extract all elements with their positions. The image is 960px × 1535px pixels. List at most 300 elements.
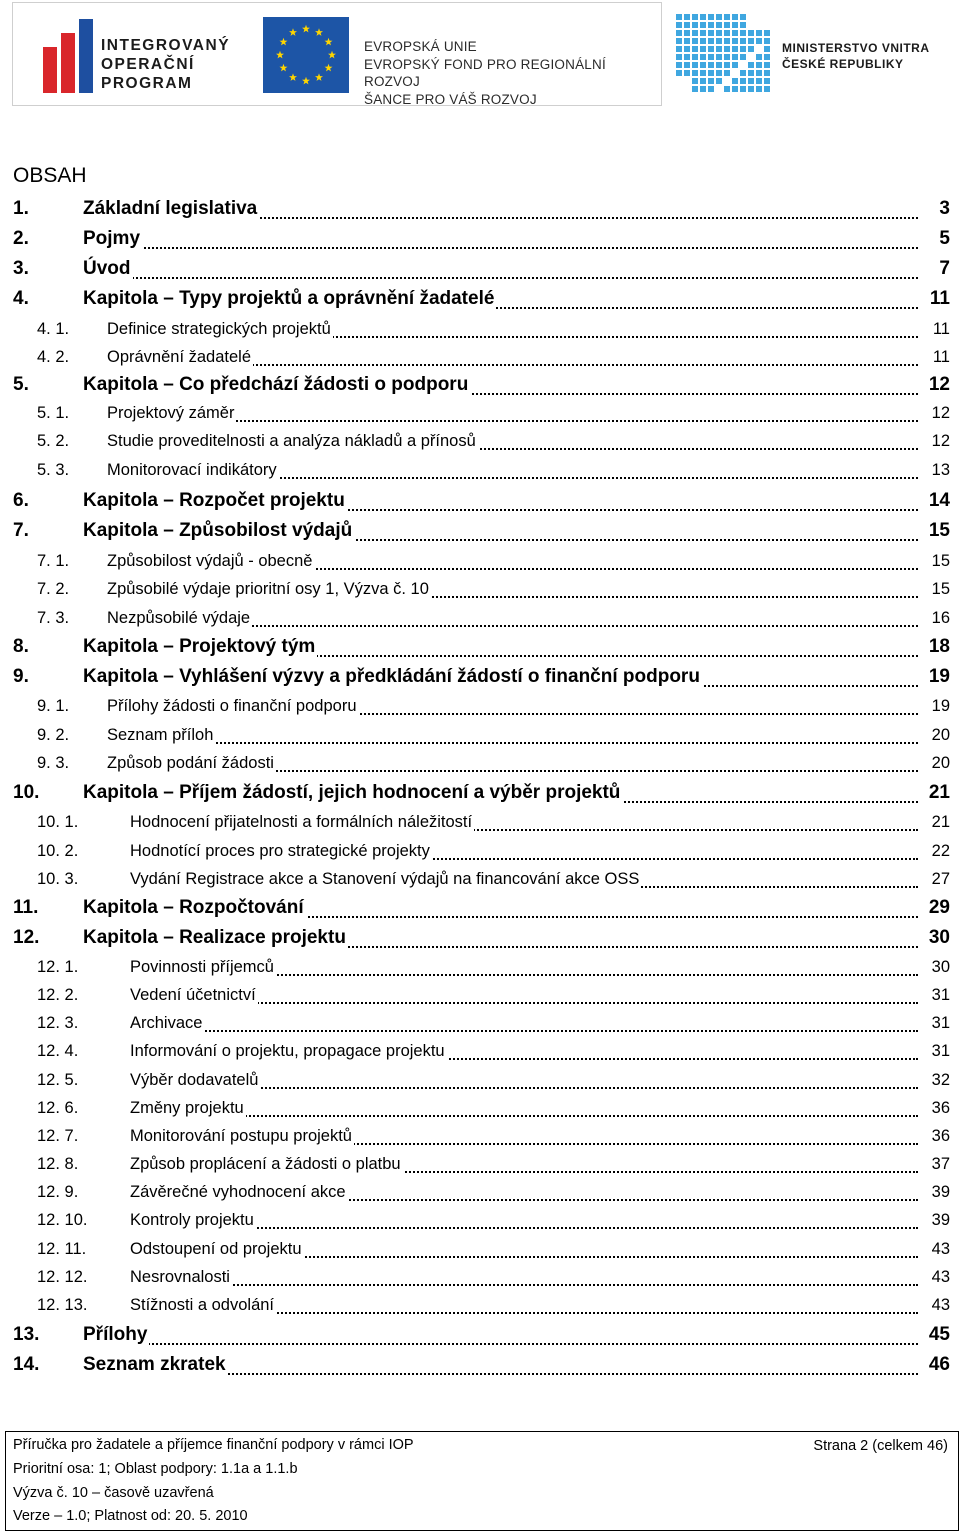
toc-entry-label: Kontroly projektu: [130, 1211, 254, 1229]
toc-entry-title: [130, 865, 918, 893]
toc-entry[interactable]: [0, 1178, 960, 1206]
ministry-dot: [732, 46, 738, 52]
toc-entry-title: [130, 1235, 918, 1263]
toc-entry-title: [83, 632, 918, 662]
toc-entry-title: [107, 721, 918, 749]
toc-entry-label: Monitorování postupu projektů: [130, 1127, 352, 1145]
toc-entry-page: 30: [930, 953, 950, 981]
ministry-dot: [716, 30, 722, 36]
toc-entry-page: 27: [930, 865, 950, 893]
toc-entry[interactable]: [0, 953, 960, 981]
toc-entry-number: 10. 2.: [37, 842, 79, 860]
toc-entry-label: Nesrovnalosti: [130, 1268, 230, 1286]
ministry-dot: [764, 38, 770, 44]
toc-entry-number: 12. 12.: [37, 1268, 88, 1286]
ministry-dot: [684, 14, 690, 20]
toc-entry-page: 31: [930, 1009, 950, 1037]
ministry-dot: [676, 30, 682, 36]
footer-call: Výzva č. 10 – časově uzavřená: [13, 1485, 214, 1501]
toc-entry-page: 5: [937, 224, 950, 254]
toc-entry-number: 8.: [13, 636, 29, 657]
ministry-dot: [748, 70, 754, 76]
footer-page-count: Strana 2 (celkem 46): [813, 1438, 948, 1454]
toc-entry-page: 31: [930, 1037, 950, 1065]
toc-entry-page: 43: [930, 1291, 950, 1319]
toc-entry[interactable]: [0, 1037, 960, 1065]
toc-entry-label: Změny projektu: [130, 1099, 244, 1117]
ministry-dot: [716, 46, 722, 52]
ministry-dot: [708, 14, 714, 20]
toc-entry-label: Seznam zkratek: [83, 1354, 226, 1375]
toc-entry-label: Kapitola – Rozpočet projektu: [83, 490, 345, 511]
toc-entry-page: 11: [928, 284, 950, 314]
ministry-dot: [740, 14, 746, 20]
toc-entry-title: [107, 604, 918, 632]
ministry-dot: [764, 30, 770, 36]
ministry-dot: [732, 38, 738, 44]
toc-title: OBSAH: [13, 164, 87, 187]
toc-entry-number: 7. 2.: [37, 580, 70, 598]
ministry-dot: [676, 22, 682, 28]
ministry-dot: [740, 78, 746, 84]
ministry-dot: [700, 14, 706, 20]
ministry-dot: [684, 38, 690, 44]
ministry-dot: [708, 62, 714, 68]
toc-entry[interactable]: [0, 254, 960, 284]
toc-entry-title: [130, 1206, 918, 1234]
ministry-dot: [676, 14, 682, 20]
toc-entry-label: Základní legislativa: [83, 198, 258, 219]
toc-entry-label: Vydání Registrace akce a Stanovení výdajů na financování akce OSS: [130, 870, 640, 888]
toc-entry-page: 12: [927, 370, 950, 400]
toc-entry-page: 45: [927, 1320, 950, 1350]
toc-entry-page: 31: [930, 981, 950, 1009]
ministry-line-1: MINISTERSTVO VNITRA: [782, 41, 930, 55]
toc-entry[interactable]: [0, 1320, 960, 1350]
ministry-dot: [716, 14, 722, 20]
toc-entry-number: 9. 2.: [37, 726, 70, 744]
ministry-dot: [692, 78, 698, 84]
toc-entry-page: 7: [937, 254, 950, 284]
ministry-dot: [716, 38, 722, 44]
toc-entry[interactable]: [0, 923, 960, 953]
ministry-dot: [740, 30, 746, 36]
toc-entry-page: 32: [930, 1066, 950, 1094]
toc-entry-number: 12. 4.: [37, 1042, 79, 1060]
toc-entry-number: 3.: [13, 258, 29, 279]
ministry-dot: [716, 22, 722, 28]
toc-entry-page: 37: [930, 1150, 950, 1178]
toc-entry[interactable]: [0, 808, 960, 836]
toc-entry[interactable]: [0, 893, 960, 923]
ministry-dot: [692, 38, 698, 44]
toc-entry-number: 1.: [13, 198, 29, 219]
toc-entry-title: [83, 893, 918, 923]
ministry-dot: [676, 62, 682, 68]
toc-entry-title: [130, 837, 918, 865]
toc-entry-number: 4. 1.: [37, 320, 70, 338]
toc-entry-number: 9. 1.: [37, 697, 70, 715]
iop-line-3: PROGRAM: [101, 75, 193, 92]
ministry-dot: [708, 70, 714, 76]
ministry-dot: [748, 30, 754, 36]
toc-entry[interactable]: [0, 604, 960, 632]
eu-line-2: EVROPSKÝ FOND PRO REGIONÁLNÍ ROZVOJ: [364, 56, 606, 89]
toc-entry-label: Kapitola – Způsobilost výdajů: [83, 520, 353, 541]
ministry-dot: [732, 86, 738, 92]
toc-entry-page: 14: [927, 486, 950, 516]
toc-entry-page: 11: [931, 343, 950, 371]
toc-entry[interactable]: [0, 662, 960, 692]
ministry-line-2: ČESKÉ REPUBLIKY: [782, 57, 904, 71]
toc-entry-page: 30: [927, 923, 950, 953]
toc-entry-title: [83, 284, 918, 314]
ministry-dot: [756, 38, 762, 44]
ministry-dot: [692, 62, 698, 68]
toc-entry-title: [107, 749, 918, 777]
toc-entry[interactable]: [0, 547, 960, 575]
ministry-dot: [724, 22, 730, 28]
toc-entry-number: 12. 7.: [37, 1127, 79, 1145]
toc-entry-number: 10.: [13, 782, 40, 803]
ministry-dot: [684, 62, 690, 68]
toc-entry-title: [83, 1350, 918, 1380]
toc-entry-label: Kapitola – Co předchází žádosti o podporu: [83, 374, 469, 395]
toc-entry-page: 21: [930, 808, 950, 836]
toc-entry-title: [83, 778, 918, 808]
toc-entry-number: 5.: [13, 374, 29, 395]
eu-line-1: EVROPSKÁ UNIE: [364, 39, 477, 54]
toc-entry[interactable]: [0, 981, 960, 1009]
ministry-dot: [692, 46, 698, 52]
toc-entry[interactable]: [0, 1235, 960, 1263]
toc-entry-title: [130, 1150, 918, 1178]
ministry-dot: [700, 62, 706, 68]
ministry-dot: [708, 38, 714, 44]
toc-entry-title: [107, 315, 918, 343]
page-footer: [5, 1431, 959, 1531]
ministry-dot: [740, 70, 746, 76]
toc-entry-number: 11.: [13, 897, 39, 918]
ministry-dot: [748, 62, 754, 68]
ministry-dot: [700, 78, 706, 84]
toc-entry-title: [107, 692, 918, 720]
toc-entry[interactable]: [0, 1150, 960, 1178]
toc-entry-label: Kapitola – Příjem žádostí, jejich hodnocení a výběr projektů: [83, 782, 621, 803]
toc-entry-label: Hodnocení přijatelnosti a formálních náležitostí: [130, 813, 473, 831]
ministry-dot: [708, 30, 714, 36]
toc-entry-label: Odstoupení od projektu: [130, 1240, 302, 1258]
eu-line-3: ŠANCE PRO VÁŠ ROZVOJ: [364, 91, 537, 107]
toc-entry-number: 9. 3.: [37, 754, 70, 772]
logo-bar: [12, 2, 662, 106]
toc-entry-title: [130, 1263, 918, 1291]
toc-entry[interactable]: [0, 778, 960, 808]
ministry-dot: [700, 70, 706, 76]
toc-entry-label: Monitorovací indikátory: [107, 461, 277, 479]
toc-entry-number: 12. 10.: [37, 1211, 88, 1229]
iop-logo-text: [101, 36, 230, 93]
footer-title: Příručka pro žadatele a příjemce finanční podpory v rámci IOP: [13, 1437, 414, 1453]
toc-entry[interactable]: [0, 1094, 960, 1122]
ministry-dot: [756, 62, 762, 68]
toc-entry-page: 36: [930, 1122, 950, 1150]
toc-entry-title: [83, 224, 918, 254]
ministry-dot: [740, 46, 746, 52]
toc-entry[interactable]: [0, 1206, 960, 1234]
ministry-logo-icon: [676, 14, 772, 94]
toc-entry[interactable]: [0, 399, 960, 427]
iop-line-2: OPERAČNÍ: [101, 56, 195, 73]
toc-entry-label: Vedení účetnictví: [130, 986, 256, 1004]
toc-entry-number: 7. 1.: [37, 552, 70, 570]
ministry-dot: [700, 30, 706, 36]
toc-entry[interactable]: [0, 632, 960, 662]
toc-entry-page: 21: [927, 778, 950, 808]
toc-entry-label: Způsob podání žádosti: [107, 754, 274, 772]
ministry-dot: [708, 78, 714, 84]
ministry-dot: [764, 62, 770, 68]
toc-entry-page: 3: [937, 194, 950, 224]
ministry-dot: [724, 62, 730, 68]
toc-entry[interactable]: [0, 749, 960, 777]
toc-entry-label: Povinnosti příjemců: [130, 958, 274, 976]
toc-entry-label: Oprávnění žadatelé: [107, 348, 252, 366]
ministry-dot: [684, 70, 690, 76]
toc-entry-number: 12. 6.: [37, 1099, 79, 1117]
ministry-dot: [684, 22, 690, 28]
toc-entry-number: 12. 5.: [37, 1071, 79, 1089]
toc-entry-page: 18: [927, 632, 950, 662]
toc-entry-title: [107, 399, 918, 427]
toc-entry-page: 43: [930, 1235, 950, 1263]
toc-entry-title: [130, 1066, 918, 1094]
toc-entry-title: [107, 575, 918, 603]
ministry-dot: [764, 54, 770, 60]
toc-entry-label: Studie proveditelnosti a analýza nákladů a přínosů: [107, 432, 476, 450]
toc-entry[interactable]: [0, 456, 960, 484]
ministry-dot: [700, 38, 706, 44]
toc-entry-page: 29: [927, 893, 950, 923]
toc-entry[interactable]: [0, 1263, 960, 1291]
toc-entry-title: [130, 808, 918, 836]
iop-logo-icon: [43, 19, 93, 93]
ministry-dot: [692, 30, 698, 36]
ministry-dot: [724, 86, 730, 92]
ministry-dot: [676, 70, 682, 76]
toc-entry[interactable]: [0, 1066, 960, 1094]
toc-entry-number: 6.: [13, 490, 29, 511]
toc-entry-number: 9.: [13, 666, 29, 687]
ministry-dot: [692, 14, 698, 20]
toc-entry-title: [130, 981, 918, 1009]
toc-entry-title: [83, 194, 918, 224]
ministry-dot: [748, 78, 754, 84]
ministry-dot: [764, 46, 770, 52]
toc-entry-page: 43: [930, 1263, 950, 1291]
ministry-dot: [700, 22, 706, 28]
toc-entry-number: 5. 1.: [37, 404, 70, 422]
toc-entry-title: [83, 486, 918, 516]
ministry-logo-text: [782, 40, 930, 72]
toc-entry[interactable]: [0, 224, 960, 254]
ministry-dot: [700, 86, 706, 92]
toc-entry-page: 20: [930, 721, 950, 749]
ministry-dot: [684, 46, 690, 52]
ministry-dot: [732, 14, 738, 20]
toc-entry[interactable]: [0, 516, 960, 546]
ministry-dot: [724, 38, 730, 44]
ministry-dot: [732, 62, 738, 68]
toc-entry[interactable]: [0, 315, 960, 343]
toc-entry-label: Seznam příloh: [107, 726, 214, 744]
ministry-dot: [756, 86, 762, 92]
ministry-dot: [732, 78, 738, 84]
toc-entry-title: [83, 370, 918, 400]
toc-entry-page: 36: [930, 1094, 950, 1122]
toc-entry-number: 12. 11.: [37, 1240, 87, 1258]
toc-entry-number: 10. 1.: [37, 813, 79, 831]
toc-entry-title: [83, 662, 918, 692]
toc-entry-label: Přílohy: [83, 1324, 148, 1345]
toc-entry-label: Archivace: [130, 1014, 203, 1032]
toc-entry[interactable]: [0, 194, 960, 224]
toc-entry[interactable]: [0, 427, 960, 455]
toc-entry[interactable]: [0, 575, 960, 603]
ministry-dot: [724, 30, 730, 36]
toc-entry-page: 11: [931, 315, 950, 343]
toc-entry-number: 4.: [13, 288, 29, 309]
ministry-dot: [732, 30, 738, 36]
ministry-dot: [740, 86, 746, 92]
toc-entry-page: 15: [930, 575, 950, 603]
toc-entry-page: 19: [930, 692, 950, 720]
toc-entry-label: Informování o projektu, propagace projektu: [130, 1042, 445, 1060]
ministry-dot: [748, 46, 754, 52]
ministry-dot: [708, 54, 714, 60]
toc-entry[interactable]: [0, 692, 960, 720]
toc-entry-title: [130, 1122, 918, 1150]
toc-entry[interactable]: [0, 370, 960, 400]
ministry-dot: [756, 78, 762, 84]
ministry-dot: [708, 86, 714, 92]
ministry-dot: [708, 46, 714, 52]
toc-entry-title: [83, 516, 918, 546]
ministry-dot: [692, 70, 698, 76]
toc-entry[interactable]: [0, 721, 960, 749]
toc-entry-number: 12. 3.: [37, 1014, 79, 1032]
eu-flag-icon: [263, 17, 349, 93]
toc-entry-number: 7.: [13, 520, 29, 541]
toc-entry-page: 15: [927, 516, 950, 546]
toc-entry[interactable]: [0, 284, 960, 314]
toc-entry-number: 12. 2.: [37, 986, 79, 1004]
toc-entry-number: 12. 1.: [37, 958, 79, 976]
toc-entry-title: [107, 343, 918, 371]
toc-entry-label: Závěrečné vyhodnocení akce: [130, 1183, 346, 1201]
toc-entry[interactable]: [0, 837, 960, 865]
toc-entry-label: Definice strategických projektů: [107, 320, 331, 338]
toc-entry-label: Kapitola – Vyhlášení výzvy a předkládání žádostí o finanční podporu: [83, 666, 700, 687]
toc-entry[interactable]: [0, 1291, 960, 1319]
toc-entry-page: 15: [930, 547, 950, 575]
ministry-dot: [700, 46, 706, 52]
toc-entry-number: 7. 3.: [37, 609, 70, 627]
toc-entry-number: 5. 3.: [37, 461, 70, 479]
ministry-dot: [764, 78, 770, 84]
toc-entry[interactable]: [0, 865, 960, 893]
toc-entry-label: Nezpůsobilé výdaje: [107, 609, 251, 627]
toc-entry-title: [107, 456, 918, 484]
toc-entry-title: [83, 254, 918, 284]
ministry-dot: [724, 14, 730, 20]
ministry-dot: [684, 54, 690, 60]
toc-entry-number: 12.: [13, 927, 40, 948]
toc-entry-label: Způsob proplácení a žádosti o platbu: [130, 1155, 401, 1173]
toc-entry-title: [130, 1178, 918, 1206]
footer-priority: Prioritní osa: 1; Oblast podpory: 1.1a a 1.1.b: [13, 1461, 298, 1477]
toc-entry-page: 20: [930, 749, 950, 777]
ministry-dot: [732, 22, 738, 28]
ministry-dot: [756, 70, 762, 76]
toc-entry-label: Výběr dodavatelů: [130, 1071, 259, 1089]
toc-entry[interactable]: [0, 1122, 960, 1150]
toc-entry-number: 12. 9.: [37, 1183, 79, 1201]
toc-entry[interactable]: [0, 343, 960, 371]
toc-entry-title: [83, 923, 918, 953]
toc-entry-title: [130, 1094, 918, 1122]
toc-entry-page: 39: [930, 1178, 950, 1206]
toc-entry-page: 19: [927, 662, 950, 692]
ministry-dot: [732, 54, 738, 60]
toc-entry-number: 10. 3.: [37, 870, 79, 888]
toc-entry-title: [130, 1037, 918, 1065]
ministry-dot: [756, 30, 762, 36]
ministry-dot: [716, 62, 722, 68]
ministry-dot: [708, 22, 714, 28]
iop-line-1: INTEGROVANÝ: [101, 37, 231, 54]
toc-entry-page: 46: [927, 1350, 950, 1380]
toc-entry-label: Kapitola – Realizace projektu: [83, 927, 346, 948]
toc-entry-title: [130, 1009, 918, 1037]
toc-entry[interactable]: [0, 486, 960, 516]
toc-entry[interactable]: [0, 1009, 960, 1037]
ministry-dot: [716, 54, 722, 60]
toc-entry-label: Projektový záměr: [107, 404, 235, 422]
toc-entry-title: [130, 953, 918, 981]
ministry-dot: [700, 54, 706, 60]
toc-entry-page: 22: [930, 837, 950, 865]
toc-entry-number: 14.: [13, 1354, 40, 1375]
toc-entry-label: Kapitola – Rozpočtování: [83, 897, 304, 918]
toc-entry-label: Přílohy žádosti o finanční podporu: [107, 697, 357, 715]
toc-entry-label: Způsobilost výdajů - obecně: [107, 552, 313, 570]
toc-entry-number: 12. 13.: [37, 1296, 88, 1314]
ministry-dot: [740, 54, 746, 60]
toc-entry-number: 4. 2.: [37, 348, 70, 366]
toc-entry-label: Stížnosti a odvolání: [130, 1296, 275, 1314]
toc-entry[interactable]: [0, 1350, 960, 1380]
ministry-dot: [748, 86, 754, 92]
toc-entry-label: Kapitola – Typy projektů a oprávnění žadatelé: [83, 288, 495, 309]
ministry-dot: [724, 70, 730, 76]
ministry-dot: [740, 38, 746, 44]
ministry-dot: [748, 38, 754, 44]
ministry-dot: [676, 46, 682, 52]
toc-entry-page: 13: [930, 456, 950, 484]
footer-version: Verze – 1.0; Platnost od: 20. 5. 2010: [13, 1508, 248, 1524]
eu-text: [364, 38, 661, 108]
